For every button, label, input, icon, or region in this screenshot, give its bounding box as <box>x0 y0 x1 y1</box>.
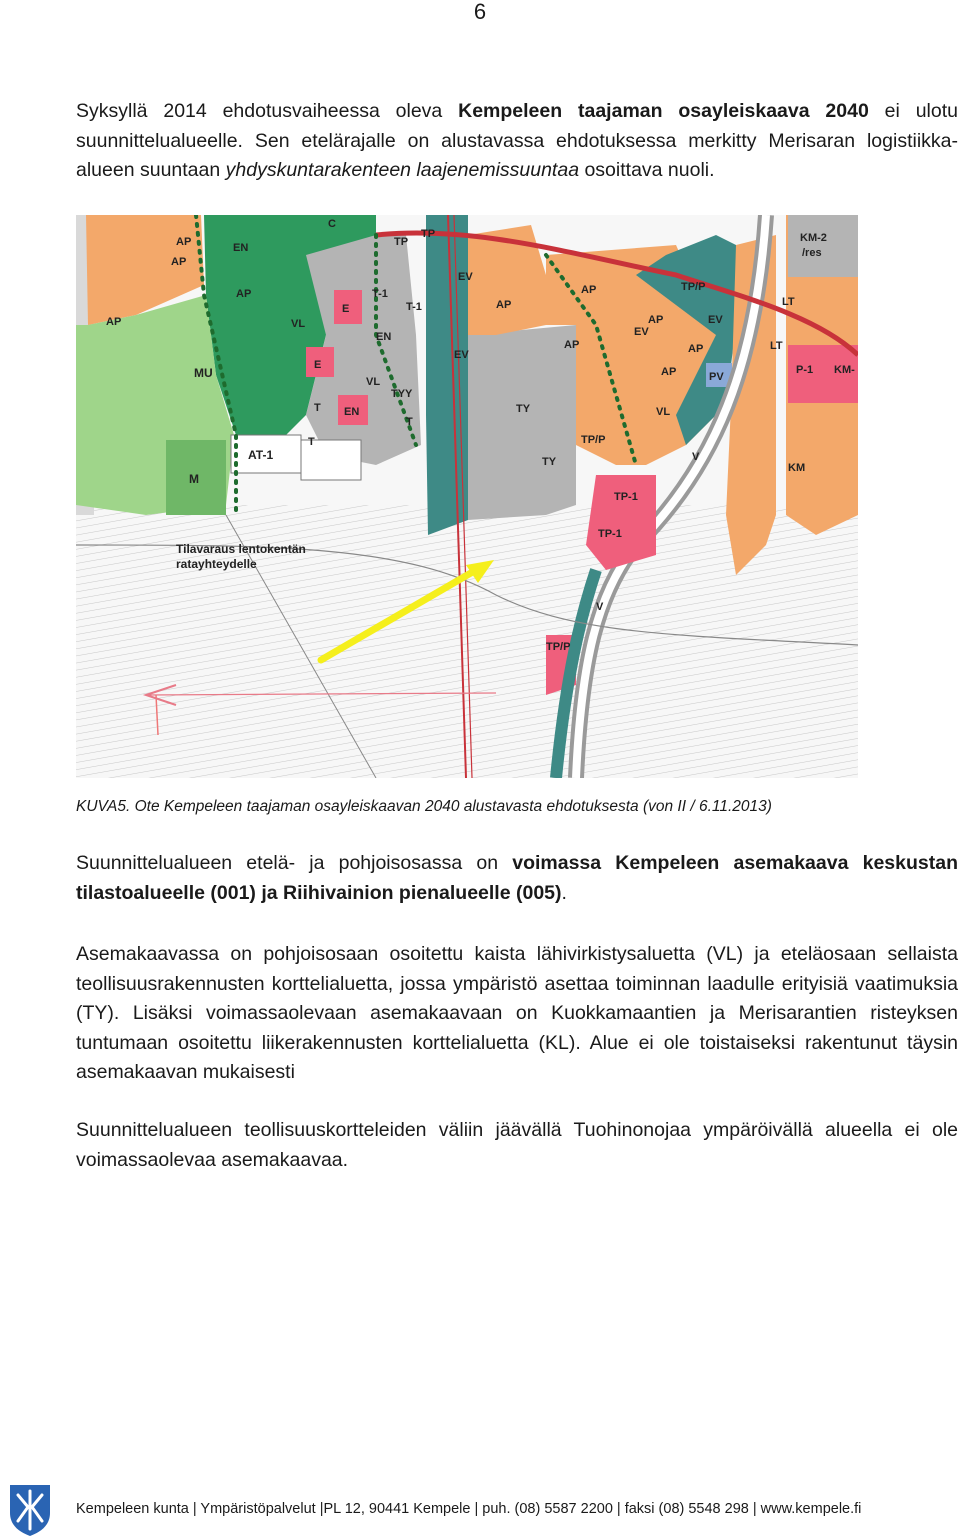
map-label-ev4: EV <box>708 314 723 326</box>
map-label-mu: MU <box>194 366 213 380</box>
intro-bold-1: Kempeleen taajaman osayleiskaava 2040 <box>458 100 869 122</box>
figure-caption: KUVA5. Ote Kempeleen taajaman osayleiskaavan 2040 alustavasta ehdotuksesta (von II / 6.11.2013) <box>76 798 772 815</box>
map-label-t1: T-1 <box>372 288 388 300</box>
map-note-line2: ratayhteydelle <box>176 557 257 571</box>
map-label-ty1: TY <box>516 403 531 415</box>
map-label-ap6: AP <box>581 284 597 296</box>
map-label-ap8: AP <box>564 339 580 351</box>
paragraph-3: Suunnittelualueen teollisuuskortteleiden väliin jäävällä Tuohinonojaa ympäröivällä alueella ei ole voimassaolevaa asemakaavaa. <box>76 1119 958 1171</box>
map-label-ev1: EV <box>458 271 473 283</box>
map-label-ap9: AP <box>661 366 677 378</box>
map-label-tyy: TYY <box>391 388 413 400</box>
map-label-km: KM <box>788 462 806 474</box>
zone-rail-corridor <box>426 215 468 535</box>
intro-italic-1: yhdyskuntarakenteen laajenemissuuntaa <box>225 159 580 181</box>
map-label-vl3: VL <box>656 406 671 418</box>
page-number: 6 <box>473 0 487 24</box>
map-label-ev3: EV <box>634 326 649 338</box>
map-label-lt2: LT <box>770 340 783 352</box>
intro-text-1: Syksyllä 2014 ehdotusvaiheessa oleva <box>76 100 459 122</box>
map-label-tpp1: TP/P <box>681 281 706 293</box>
p1-text-2: . <box>561 881 567 904</box>
map-label-tp2: TP <box>421 228 436 240</box>
map-label-e2: E <box>314 359 322 371</box>
p1-text-1: Suunnittelualueen etelä- ja pohjoisosassa on <box>76 852 513 874</box>
map-label-en3: EN <box>344 406 360 418</box>
map-label-e1: E <box>342 303 350 315</box>
map-label-ap4: AP <box>106 316 122 328</box>
map-label-tp3: TP-1 <box>614 491 638 503</box>
map-label-ap5: AP <box>496 299 512 311</box>
map-label-ap2: AP <box>171 256 187 268</box>
map-label-ap10: AP <box>688 343 704 355</box>
map-label-c: C <box>328 218 336 230</box>
zone-km2 <box>788 215 858 277</box>
map-label-v1: V <box>692 451 700 463</box>
map-label-t3: T <box>314 402 321 414</box>
map-label-ap1: AP <box>176 236 192 248</box>
page-footer: Kempeleen kunta | Ympäristöpalvelut |PL 12, 90441 Kempele | puh. (08) 5587 2200 | faksi (08) 5548 298 | www.kempele.fi <box>76 1501 862 1517</box>
map-label-ev2: EV <box>454 349 469 361</box>
map-label-vl1: VL <box>291 318 306 330</box>
map-label-ty2: TY <box>542 456 557 468</box>
map-graphic <box>76 215 858 778</box>
zone-tp1-south <box>586 475 656 570</box>
map-label-t5: T <box>406 416 413 428</box>
zone-ty <box>468 325 576 520</box>
map-label-t2: T-1 <box>406 301 422 313</box>
map-label-en2: EN <box>376 331 392 343</box>
map-label-tp4: TP-1 <box>598 528 622 540</box>
map-label-km3: KM- <box>834 364 855 376</box>
map-label-ap7: AP <box>648 314 664 326</box>
map-label-pv: PV <box>709 371 724 383</box>
map-label-lt1: LT <box>782 296 795 308</box>
paragraph-2: Asemakaavassa on pohjoisosaan osoitettu kaista lähivirkistysaluetta (VL) ja eteläosaan sellaista teollisuusrakennusten korttelialuetta, jossa ympäristö asettaa toiminnan laadulle erityisiä vaatimuksia (TY). Lisäksi voimassaolevaan asemakaavaan on Kuokkamaantien ja Merisarantien risteyksen tuntumaan osoitettu liikerakennusten korttelialuetta (KL). Alue ei ole toistaiseksi rakentunut täysin asemakaavan mukaisesti <box>76 943 958 1083</box>
map-note-line1: Tilavaraus lentokentän <box>176 542 306 556</box>
intro-text-3: osoittava nuoli. <box>579 159 715 181</box>
map-label-m: M <box>189 472 199 486</box>
intro-paragraph <box>76 97 958 186</box>
map-label-t4: T <box>308 436 315 448</box>
map-label-vl2: VL <box>366 376 381 388</box>
paragraph-1 <box>76 849 958 908</box>
map-label-en1: EN <box>233 242 249 254</box>
map-label-ap3: AP <box>236 288 252 300</box>
map-label-at1: AT-1 <box>248 448 274 462</box>
map-label-tp1: TP <box>394 236 409 248</box>
p1-bold-1: voimassa Kempeleen asemakaava keskustan tilastoalueelle (001) ja Riihivainion pienalueelle (005) <box>76 852 958 904</box>
kempele-coat-of-arms-icon <box>8 1483 52 1537</box>
map-label-tpp3: TP/P <box>546 641 571 653</box>
land-use-map <box>76 215 858 778</box>
intro-text-2: ei ulotu suunnittelualueelle. Sen etelärajalle on alustavassa ehdotuksessa merkitty Merisaran logistiikka-alueen suuntaan <box>76 100 958 181</box>
map-label-res: /res <box>802 247 822 259</box>
map-label-km2: KM-2 <box>800 232 827 244</box>
map-label-tpp2: TP/P <box>581 434 606 446</box>
map-label-v2: V <box>596 601 604 613</box>
map-label-p1: P-1 <box>796 364 814 376</box>
